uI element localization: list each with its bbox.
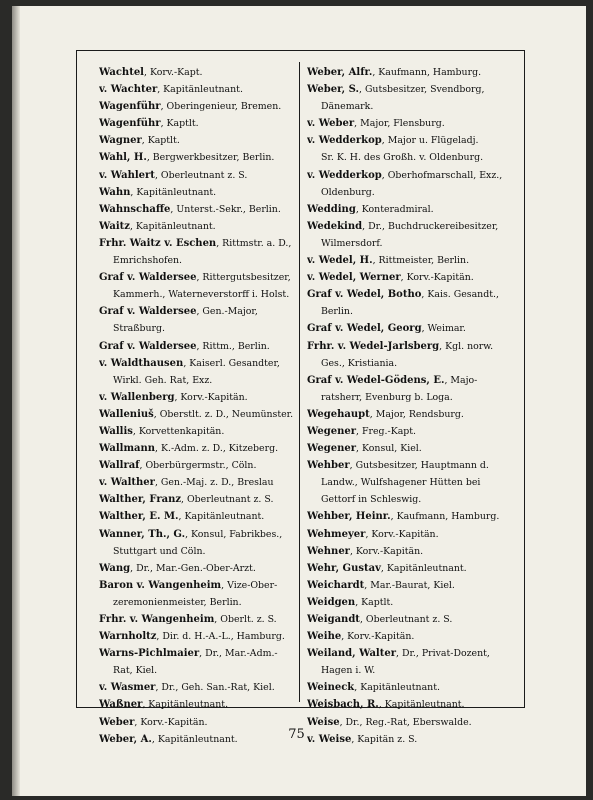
entry-name: Waßner: [99, 699, 143, 711]
directory-entry: [307, 320, 521, 337]
entry-details: , Kapitänleutnant.: [130, 186, 217, 198]
entry-name: v. Weise: [307, 733, 352, 745]
directory-entry: [307, 543, 521, 560]
directory-entry: [307, 594, 521, 611]
entry-name: Graf v. Waldersee: [99, 306, 197, 318]
directory-entry: [99, 149, 295, 166]
directory-entry: [307, 406, 521, 423]
directory-entry: [99, 184, 295, 201]
entry-details: , Dir. d. H.-A.-L., Hamburg.: [156, 631, 285, 643]
entry-details: , Oberhofmarschall, Exz.,: [381, 169, 503, 181]
directory-entry: [99, 696, 295, 713]
entry-name: Frhr. v. Wangenheim: [99, 614, 215, 625]
entry-name: Walther, E. M.: [99, 511, 179, 523]
directory-entry-continuation: [307, 491, 521, 508]
entry-details: , Kaptlt.: [160, 118, 199, 130]
directory-entry: [307, 628, 521, 645]
directory-entry: [99, 64, 295, 81]
entry-name: v. Weber: [307, 118, 355, 130]
entry-name: Weise: [307, 716, 340, 728]
entry-details: Ges., Kristiania.: [321, 357, 398, 369]
directory-entry: [307, 372, 521, 389]
entry-name: Walleniuš: [99, 408, 154, 420]
entry-details: , Dr., Reg.-Rat, Eberswalde.: [339, 716, 472, 728]
entry-name: Wehber, Heinr.: [307, 511, 391, 523]
left-column: [99, 64, 295, 748]
directory-entry-continuation: [99, 252, 295, 269]
entry-details: Oldenburg.: [321, 186, 375, 198]
entry-name: Wahn: [99, 186, 131, 198]
directory-entry: [307, 440, 521, 457]
entry-name: Wallis: [99, 425, 133, 437]
directory-entry-continuation: [99, 320, 295, 337]
directory-entry: [307, 508, 521, 525]
entry-name: Wallraf: [99, 460, 140, 472]
directory-entry: [307, 64, 521, 81]
entry-details: Wirkl. Geh. Rat, Exz.: [113, 374, 213, 386]
entry-details: , Weimar.: [421, 323, 466, 335]
entry-details: Landw., Wulfshagener Hütten bei: [321, 477, 481, 489]
directory-entry: [307, 201, 521, 218]
page-spine-shadow: [12, 6, 20, 796]
entry-name: Baron v. Wangenheim: [99, 579, 222, 591]
directory-entry: [99, 628, 295, 645]
directory-entry: [99, 423, 295, 440]
page-number: 75: [288, 727, 305, 742]
directory-entry-continuation: [307, 474, 521, 491]
entry-details: , Kapitänleutnant.: [157, 84, 243, 96]
entry-details: Sr. K. H. des Großh. v. Oldenburg.: [321, 152, 484, 164]
entry-name: v. Wedel, Werner: [307, 272, 401, 284]
entry-name: Wachtel: [99, 67, 144, 78]
directory-entry-continuation: [99, 372, 295, 389]
entry-details: , K.-Adm. z. D., Kitzeberg.: [155, 443, 279, 455]
entry-details: ratsherr, Evenburg b. Loga.: [321, 391, 453, 403]
directory-entry: [99, 508, 295, 525]
entry-name: Weidgen: [307, 596, 356, 608]
directory-entry: [307, 457, 521, 474]
entry-name: Wehner: [307, 545, 350, 557]
directory-entry: [307, 611, 521, 628]
entry-details: , Konsul, Fabrikbes.,: [185, 528, 283, 540]
entry-name: Waitz: [99, 220, 130, 232]
directory-entry: [99, 115, 295, 132]
entry-details: , Korv.-Kapitän.: [400, 272, 474, 284]
directory-entry-continuation: [99, 594, 295, 611]
entry-details: , Konteradmiral.: [355, 203, 434, 215]
directory-entry: [307, 81, 521, 98]
entry-name: Wahnschaffe: [99, 203, 171, 215]
entry-name: Wagner: [99, 135, 142, 147]
entry-name: v. Wedderkop: [307, 169, 382, 181]
entry-details: , Korv.-Kapitän.: [134, 716, 208, 728]
entry-details: , Oberleutnant z. S.: [181, 494, 274, 506]
entry-name: Weber, S.: [307, 84, 359, 96]
entry-name: Wegehaupt: [307, 408, 370, 420]
entry-name: v. Wedderkop: [307, 135, 382, 147]
entry-name: Frhr. v. Wedel-Jarlsberg: [307, 340, 440, 352]
entry-details: , Majo-: [444, 374, 478, 386]
entry-details: , Kapitänleutnant.: [129, 220, 216, 232]
directory-entry: [99, 218, 295, 235]
entry-details: , Dr., Geh. San.-Rat, Kiel.: [155, 682, 275, 694]
entry-details: , Gutsbesitzer, Svendborg,: [358, 84, 485, 96]
entry-name: Walther, Franz: [99, 494, 182, 506]
entry-name: Wehmeyer: [307, 528, 366, 540]
entry-details: , Oberleutnant z. S.: [359, 614, 453, 625]
directory-entry: [99, 645, 295, 662]
entry-name: Frhr. Waitz v. Eschen: [99, 237, 217, 249]
directory-entry: [307, 167, 521, 184]
entry-details: , Major u. Flügeladj.: [381, 135, 479, 147]
directory-entry: [99, 201, 295, 218]
entry-name: Graf v. Waldersee: [99, 272, 197, 284]
entry-details: , Korv.-Kapitän.: [174, 391, 248, 403]
entry-name: Graf v. Wedel, Botho: [307, 289, 422, 301]
directory-entry-continuation: [99, 543, 295, 560]
directory-entry: [99, 406, 295, 423]
entry-details: , Korv.-Kapt.: [143, 67, 203, 78]
directory-entry: [99, 98, 295, 115]
directory-entry: [99, 81, 295, 98]
directory-entry: [99, 355, 295, 372]
entry-details: , Oberlt. z. S.: [214, 614, 277, 625]
entry-details: , Korv.-Kapitän.: [365, 528, 439, 540]
entry-details: , Oberleutnant z. S.: [154, 169, 248, 181]
entry-details: , Bergwerkbesitzer, Berlin.: [146, 152, 275, 164]
directory-entry: [307, 286, 521, 303]
entry-name: Wehr, Gustav: [307, 562, 381, 574]
entry-details: , Dr., Privat-Dozent,: [395, 648, 490, 660]
entry-details: Hagen i. W.: [321, 665, 376, 677]
entry-name: v. Wachter: [99, 84, 158, 96]
directory-entry-continuation: [307, 355, 521, 372]
entry-details: , Kaiserl. Gesandter,: [183, 357, 280, 369]
directory-entry: [99, 440, 295, 457]
entry-name: Wagenführ: [99, 118, 161, 130]
entry-details: , Rittmeister, Berlin.: [372, 255, 470, 267]
entry-name: Wedekind: [307, 220, 363, 232]
entry-name: Weichardt: [307, 579, 365, 591]
entry-name: Weber: [99, 716, 135, 728]
entry-name: v. Wallenberg: [99, 391, 175, 403]
directory-entry: [307, 645, 521, 662]
entry-details: , Korv.-Kapitän.: [341, 631, 415, 643]
directory-entry-continuation: [307, 303, 521, 320]
entry-details: , Major, Flensburg.: [354, 118, 445, 130]
entry-details: , Dr., Mar.-Adm.-: [199, 648, 278, 660]
entry-name: Weber, A.: [99, 733, 152, 745]
entry-details: , Oberbürgermstr., Cöln.: [139, 460, 257, 472]
entry-name: Wegener: [307, 443, 357, 455]
directory-entry: [99, 611, 295, 628]
entry-details: Kammerh., Waterneverstorff i. Holst.: [113, 289, 290, 301]
entry-details: Gettorf in Schleswig.: [321, 494, 422, 506]
entry-name: v. Wedel, H.: [307, 255, 373, 267]
entry-name: Weigandt: [307, 614, 360, 625]
directory-entry: [307, 132, 521, 149]
directory-entry: [307, 560, 521, 577]
entry-name: Wagenführ: [99, 101, 161, 113]
entry-details: , Kapitän z. S.: [351, 733, 418, 745]
column-divider: [299, 62, 300, 702]
entry-details: , Kapitänleutnant.: [151, 733, 238, 745]
directory-entry-continuation: [99, 286, 295, 303]
entry-details: , Vize-Ober-: [221, 579, 278, 591]
directory-entry: [99, 338, 295, 355]
entry-details: zeremonienmeister, Berlin.: [113, 596, 242, 608]
entry-details: Rat, Kiel.: [113, 665, 158, 677]
directory-entry: [307, 577, 521, 594]
entry-details: , Major, Rendsburg.: [369, 408, 464, 420]
directory-entry: [99, 269, 295, 286]
directory-entry: [99, 303, 295, 320]
entry-details: , Kgl. norw.: [439, 340, 494, 352]
entry-name: Wehber: [307, 460, 350, 472]
directory-entry-continuation: [307, 389, 521, 406]
entry-details: Berlin.: [321, 306, 353, 318]
entry-name: Wahl, H.: [99, 152, 147, 164]
entry-details: Dänemark.: [321, 101, 374, 113]
entry-details: , Dr., Mar.-Gen.-Ober-Arzt.: [130, 562, 256, 574]
entry-name: v. Walther: [99, 477, 155, 489]
entry-name: v. Wasmer: [99, 682, 156, 694]
entry-details: Wilmersdorf.: [321, 237, 383, 249]
entry-name: Wallmann: [99, 443, 156, 455]
entry-details: Straßburg.: [113, 323, 166, 335]
entry-details: , Dr., Buchdruckereibesitzer,: [362, 220, 499, 232]
directory-entry: [99, 679, 295, 696]
directory-entry-continuation: [99, 662, 295, 679]
directory-entry: [99, 560, 295, 577]
entry-details: , Rittergutsbesitzer,: [196, 272, 291, 284]
entry-name: Weiland, Walter: [307, 648, 396, 660]
directory-entry: [307, 338, 521, 355]
entry-name: Wedding: [307, 203, 356, 215]
entry-name: Weihe: [307, 631, 342, 643]
entry-details: , Kaptlt.: [355, 596, 394, 608]
entry-details: , Mar.-Baurat, Kiel.: [364, 579, 455, 591]
entry-details: Emrichshofen.: [113, 255, 183, 267]
directory-entry-continuation: [307, 184, 521, 201]
directory-entry: [99, 491, 295, 508]
directory-entry: [307, 423, 521, 440]
directory-entry: [99, 389, 295, 406]
directory-entry: [99, 167, 295, 184]
entry-details: , Rittmstr. a. D.,: [216, 237, 292, 249]
entry-name: Warns-Pichlmaier: [99, 648, 200, 660]
directory-entry-continuation: [307, 662, 521, 679]
entry-details: , Oberstlt. z. D., Neumünster.: [153, 408, 294, 420]
right-column: [307, 64, 521, 748]
entry-name: Wegener: [307, 425, 357, 437]
entry-details: , Oberingenieur, Bremen.: [160, 101, 282, 113]
directory-entry: [307, 218, 521, 235]
entry-details: , Konsul, Kiel.: [356, 443, 422, 455]
entry-name: Graf v. Wedel-Gödens, E.: [307, 374, 445, 386]
entry-details: , Unterst.-Sekr., Berlin.: [170, 203, 281, 215]
entry-name: v. Waldthausen: [99, 357, 184, 369]
directory-entry-continuation: [307, 98, 521, 115]
entry-name: v. Wahlert: [99, 169, 155, 181]
directory-entry: [307, 526, 521, 543]
directory-entry: [99, 577, 295, 594]
entry-details: , Kapitänleutnant.: [178, 511, 265, 523]
directory-entry: [307, 115, 521, 132]
directory-entry: [99, 526, 295, 543]
directory-entry: [99, 474, 295, 491]
entry-details: , Gen.-Maj. z. D., Breslau: [154, 477, 274, 489]
entry-name: Graf v. Wedel, Georg: [307, 323, 422, 335]
entry-name: Warnholtz: [99, 631, 157, 643]
entry-name: Wang: [99, 562, 131, 574]
entry-details: , Kapitänleutnant.: [378, 699, 465, 711]
directory-entry: [99, 457, 295, 474]
entry-details: , Kaptlt.: [141, 135, 180, 147]
entry-details: Stuttgart und Cöln.: [113, 545, 206, 557]
entry-details: , Kaufmann, Hamburg.: [372, 67, 482, 78]
entry-details: , Kapitänleutnant.: [142, 699, 229, 711]
entry-name: Weineck: [307, 682, 355, 694]
entry-details: , Kais. Gesandt.,: [421, 289, 499, 301]
entry-details: , Kapitänleutnant.: [380, 562, 467, 574]
entry-details: , Korv.-Kapitän.: [349, 545, 424, 557]
entry-name: Weber, Alfr.: [307, 67, 373, 78]
directory-entry: [307, 269, 521, 286]
entry-details: , Kapitänleutnant.: [354, 682, 440, 694]
directory-entry: [99, 132, 295, 149]
entry-details: , Freg.-Kapt.: [356, 425, 417, 437]
directory-entry: [307, 679, 521, 696]
entry-details: , Kaufmann, Hamburg.: [390, 511, 500, 523]
directory-entry: [307, 696, 521, 713]
entry-details: , Gen.-Major,: [196, 306, 258, 318]
entry-name: Weisbach, R.: [307, 699, 379, 711]
directory-entry: [307, 252, 521, 269]
entry-name: Wanner, Th., G.: [99, 528, 186, 540]
entry-name: Graf v. Waldersee: [99, 340, 197, 352]
entry-details: , Rittm., Berlin.: [196, 340, 270, 352]
directory-entry-continuation: [307, 235, 521, 252]
directory-entry: [99, 235, 295, 252]
directory-entry-continuation: [307, 149, 521, 166]
entry-details: , Gutsbesitzer, Hauptmann d.: [349, 460, 489, 472]
entry-details: , Korvettenkapitän.: [132, 425, 225, 437]
